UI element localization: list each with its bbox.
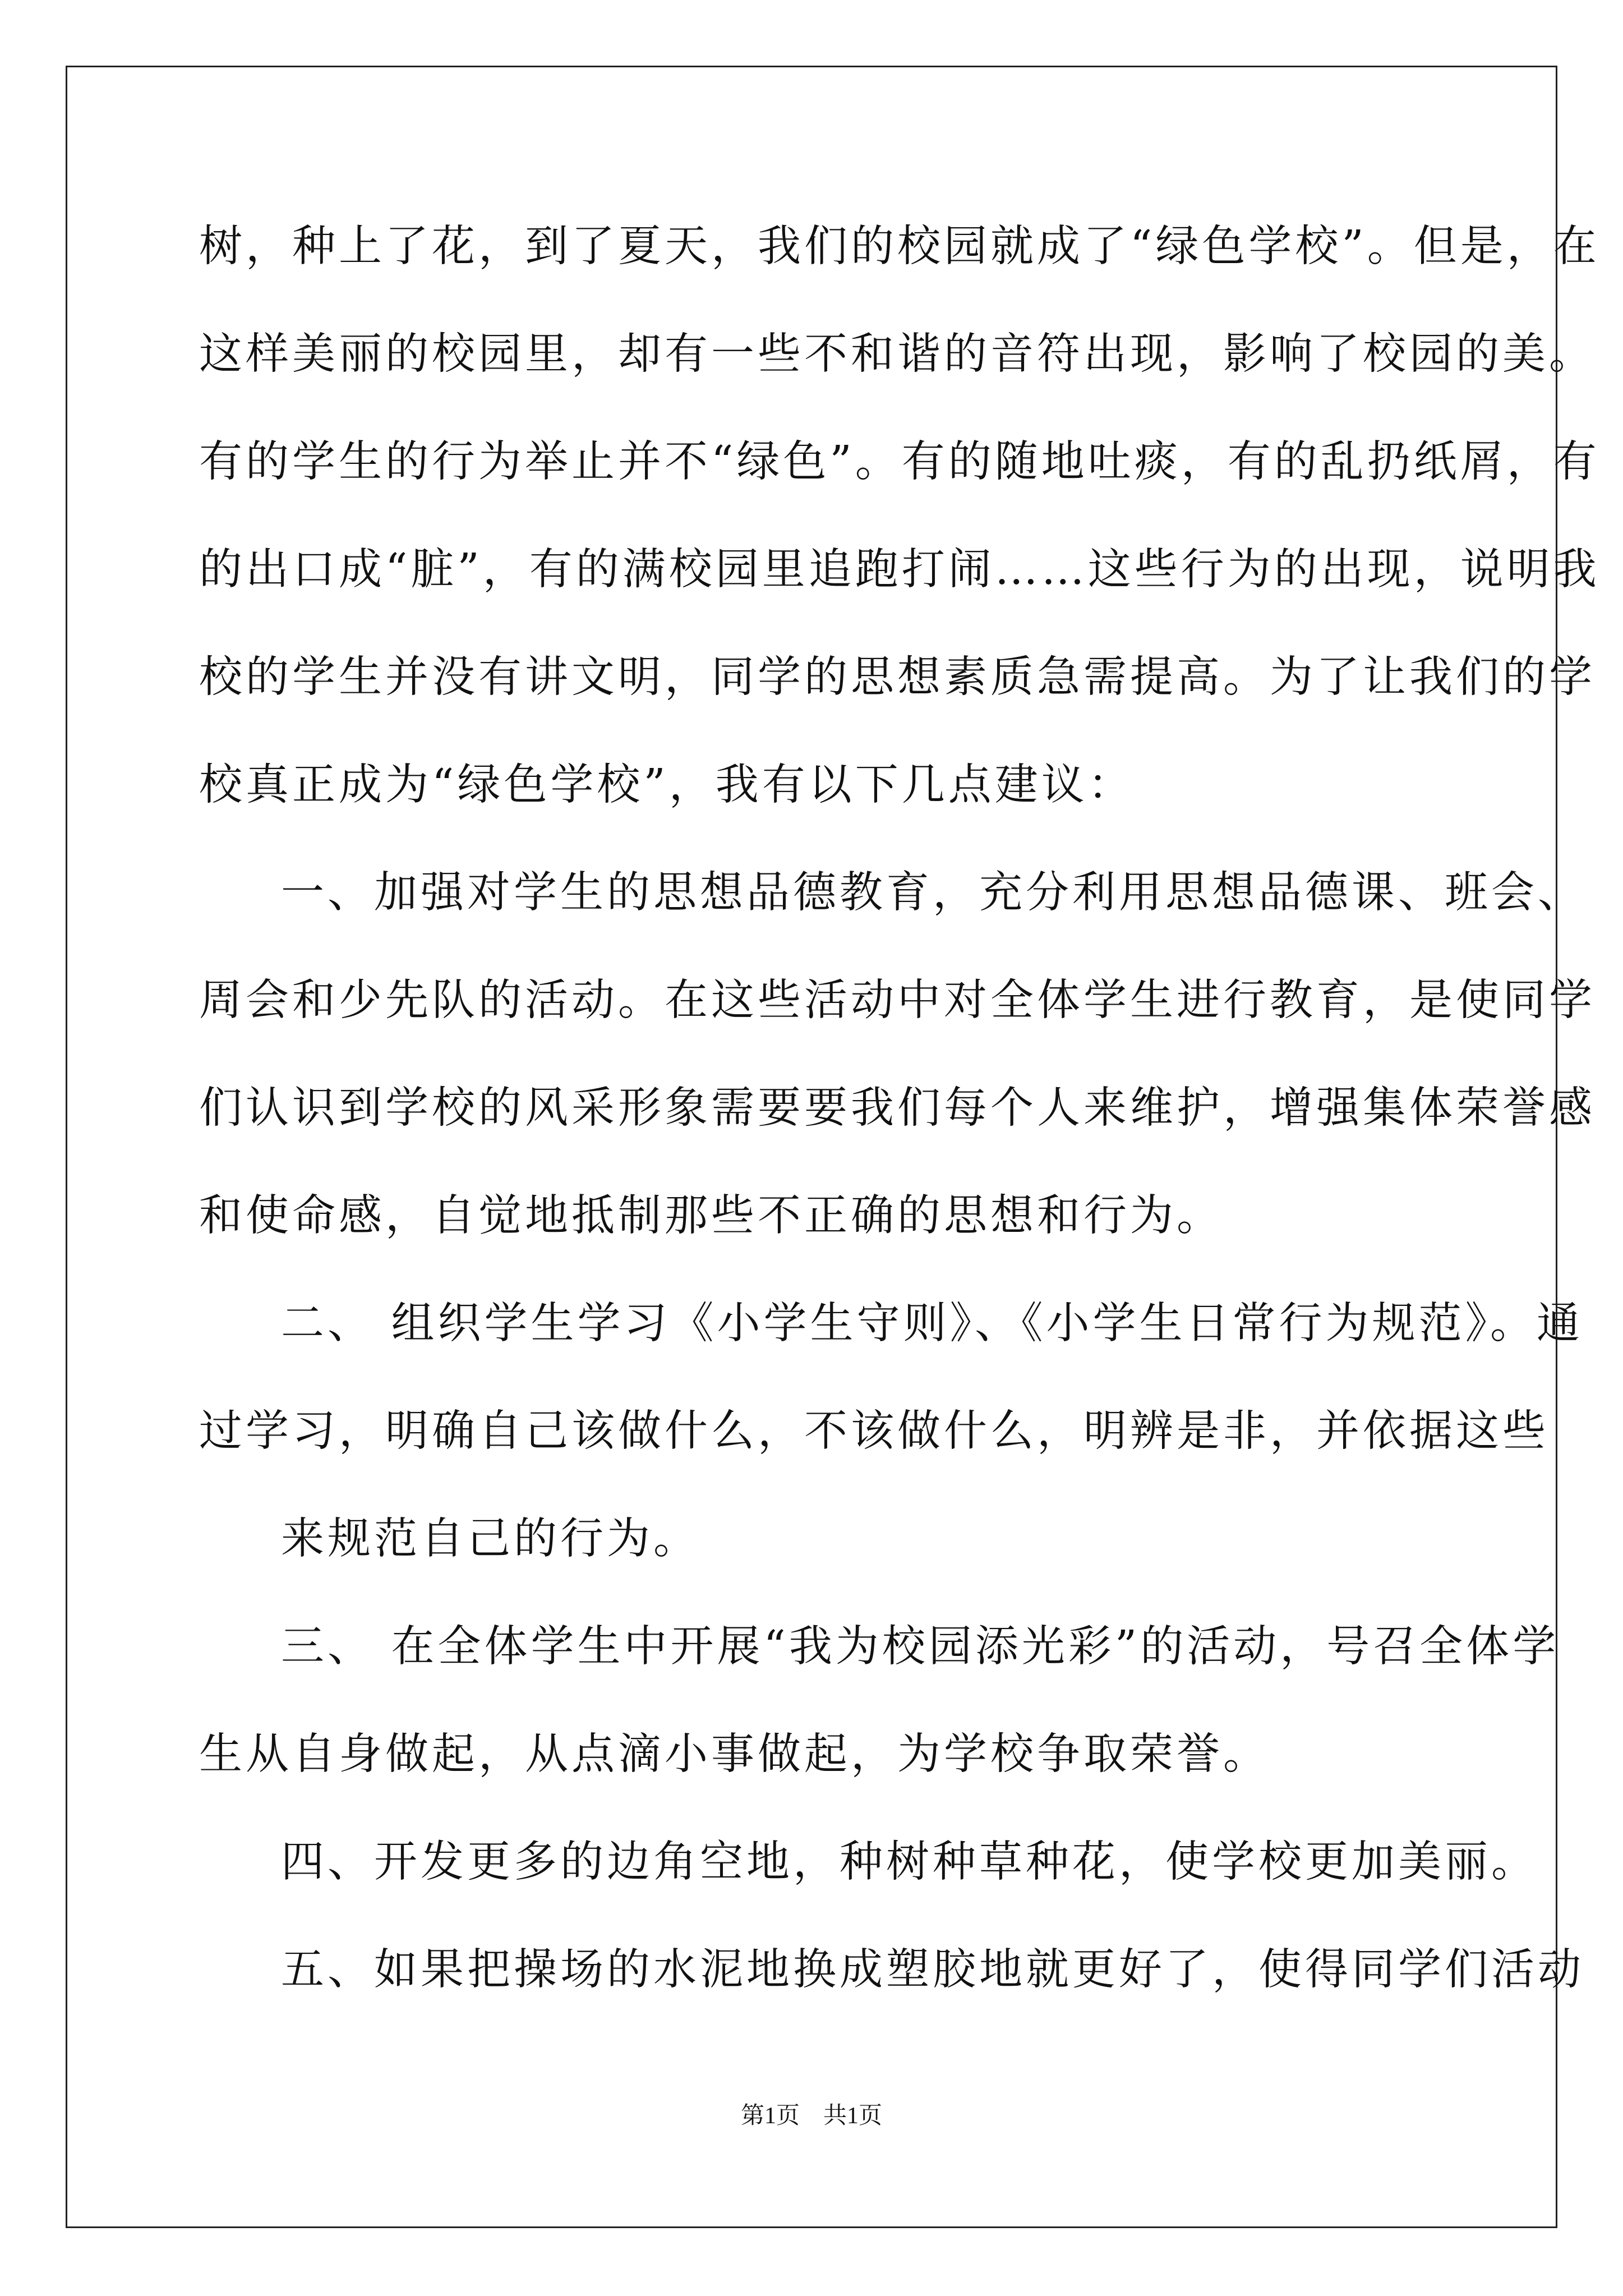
text-line: 这样美丽的校园里，却有一些不和谐的音符出现，影响了校园的美。	[199, 329, 1596, 379]
text-line: 校的学生并没有讲文明，同学的思想素质急需提高。为了让我们的学	[199, 652, 1596, 702]
text-line: 的出口成“脏”，有的满校园里追跑打闹……这些行为的出现，说明我	[199, 545, 1600, 595]
text-line: 来规范自己的行为。	[281, 1514, 700, 1564]
paragraph-5-line: 五、如果把操场的水泥地换成塑胶地就更好了，使得同学们活动	[281, 1945, 1584, 1995]
text-line: 有的学生的行为举止并不“绿色”。有的随地吐痰，有的乱扔纸屑，有	[199, 437, 1600, 487]
text-line: 和使命感，自觉地抵制那些不正确的思想和行为。	[199, 1191, 1223, 1241]
text-line: 周会和少先队的活动。在这些活动中对全体学生进行教育，是使同学	[199, 976, 1596, 1025]
paragraph-1-line: 一、加强对学生的思想品德教育，充分利用思想品德课、班会、	[281, 868, 1584, 918]
text-line: 校真正成为“绿色学校”，我有以下几点建议：	[199, 760, 1135, 810]
text-line: 生从自身做起，从点滴小事做起，为学校争取荣誉。	[199, 1729, 1270, 1779]
text-line: 过学习，明确自己该做什么，不该做什么，明辨是非，并依据这些	[199, 1406, 1549, 1456]
paragraph-2-line: 二、 组织学生学习《小学生守则》、《小学生日常行为规范》。通	[281, 1299, 1583, 1349]
paragraph-3-line: 三、 在全体学生中开展“我为校园添光彩”的活动，号召全体学	[281, 1622, 1560, 1672]
page-footer: 第1页 共1页	[740, 2103, 882, 2129]
text-line: 树，种上了花，到了夏天，我们的校园就成了“绿色学校”。但是，在	[199, 222, 1600, 272]
page-border	[66, 66, 1560, 2228]
paragraph-4-line: 四、开发更多的边角空地，种树种草种花，使学校更加美丽。	[281, 1837, 1538, 1887]
text-line: 们认识到学校的风采形象需要要我们每个人来维护，增强集体荣誉感	[199, 1083, 1596, 1133]
